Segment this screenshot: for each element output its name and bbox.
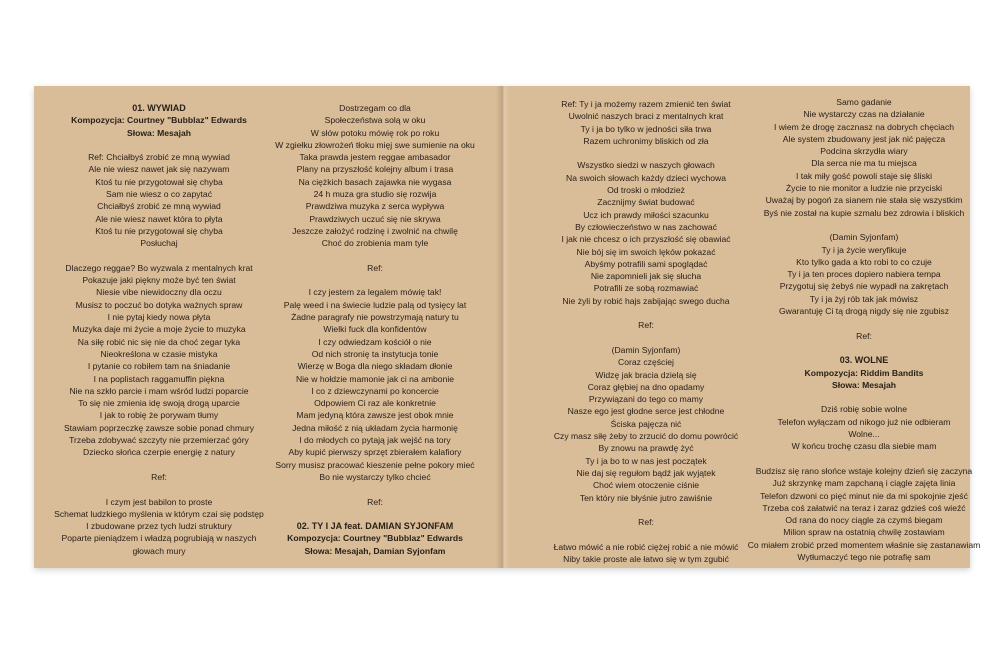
refrain-line: Ref:	[367, 262, 383, 273]
lyric-line: Niby takie proste ale łatwo się w tym zgubić	[563, 553, 729, 564]
lyric-line: Mam jedyną która zawsze jest obok mnie	[296, 410, 454, 421]
lyric-line: Jeszcze założyć rodzinę i zwolnić na chwilę	[292, 225, 458, 236]
lyric-line: Trzeba coś załatwić na teraz i zaraz gdzieś coś wieźć	[762, 502, 966, 513]
lyric-line: Prawdziwych uczuć się nie skrywa	[309, 213, 441, 224]
stanza-gap	[34, 483, 284, 495]
lyric-line: Życie to nie monitor a ludzie nie przyciski	[785, 183, 943, 194]
lyric-line: I do młodych co pytają jak wejść na tory	[299, 435, 451, 446]
stanza-gap	[734, 453, 994, 465]
lyric-line: I zbudowane przez tych ludzi struktury	[86, 521, 232, 532]
stanza-gap	[34, 139, 284, 151]
lyric-line: Ty i ja ten proces dopiero nabiera tempa	[787, 269, 941, 280]
lyric-line: Nie zapomnieli jak się słucha	[590, 271, 702, 282]
lyric-line: Razem uchronimy bliskich od zła	[583, 135, 709, 146]
lyric-line: Choć do zrobienia mam tyle	[321, 238, 429, 249]
lyric-line: Nie w hołdzie mamonie jak ci na ambonie	[295, 373, 455, 384]
lyric-line: Muzyka daje mi życie a moje życie to muzyka	[72, 324, 246, 335]
lyric-line: Wolne...	[848, 429, 880, 440]
lyric-line: I na poplistach raggamuffin piękna	[93, 373, 225, 384]
lyric-line: Kto tylko gada a kto robi to co czuje	[796, 256, 932, 267]
lyric-line: Ale nie wiesz nawet jak się nazywam	[88, 164, 230, 175]
lyric-line: Na siłę robić nic się nie da choć zegar tyka	[77, 336, 241, 347]
lyric-line: Samo gadanie	[836, 97, 892, 107]
lyric-line: głowach mury	[132, 545, 186, 556]
lyric-line: Nieokreślona w czasie mistyka	[100, 348, 218, 359]
lyric-line: Nie żyli by robić hajs zabijając swego ducha	[562, 295, 730, 306]
lyric-line: Nie bój się im swoich lęków pokazać	[576, 246, 716, 257]
lyric-line: W końcu trochę czasu dla siebie mam	[791, 441, 937, 452]
lyric-line: (Damin Syjonfam)	[829, 232, 899, 243]
lyric-line: Gwarantuję Ci tą drogą nigdy się nie zgubisz	[778, 306, 950, 317]
lyric-line: Schemat ludzkiego myślenia w którym czai się podstęp	[54, 508, 264, 519]
lyric-line: I czy jestem za legalem mówię tak!	[308, 287, 442, 298]
lyric-line: Ale system zbudowany jest jak nić pajęcza	[782, 133, 946, 144]
lyric-line: Prawdziwa muzyka z serca wypływa	[305, 201, 445, 212]
lyric-line: Sam nie wiesz o co zapytać	[105, 189, 213, 200]
lyrics-column-4	[734, 96, 994, 563]
song-title: 03. WOLNE	[839, 355, 889, 366]
lyric-line: W zgiełku złowrożeń tłoku mięj swe sumienie na oku	[275, 139, 475, 150]
song-credit: Słowa: Mesajah, Damian Syjonfam	[304, 545, 446, 556]
lyric-line: I tak miły gość powoli staje się śliski	[795, 170, 933, 181]
lyric-line: Taka prawda jestem reggae ambasador	[299, 152, 451, 163]
lyric-line: Aby kupić pierwszy sprzęt zbierałem kalafiory	[288, 447, 462, 458]
lyric-line: Podcina skrzydła wiary	[820, 146, 908, 157]
lyrics-column-2	[250, 102, 500, 557]
stanza-gap	[250, 250, 500, 262]
lyric-line: Ten który nie błyśnie jutro zawiśnie	[579, 492, 713, 503]
stanza-gap	[734, 391, 994, 403]
lyric-line: Poparte pieniądzem i władzą pogrubiają w naszych	[61, 533, 257, 544]
lyric-line: Wytłumaczyć tego nie potrafię sam	[797, 551, 931, 562]
lyric-line: Trzeba zdobywać szczyty nie przemierzać góry	[69, 435, 249, 446]
lyric-line: Na swoich słowach każdy dzieci wychowa	[565, 172, 726, 183]
stanza-gap	[250, 274, 500, 286]
refrain-line: Ref:	[856, 330, 872, 341]
lyric-line: Zacznijmy świat budować	[597, 197, 695, 208]
lyric-line: By znowu na prawdę żyć	[598, 443, 694, 454]
song-credit: Słowa: Mesajah	[832, 379, 896, 390]
lyric-line: Uważaj by pogoń za sianem nie stała się wszystkim	[765, 195, 963, 206]
lyric-line: Niesie vibe niewidoczny dla oczu	[96, 287, 222, 298]
lyric-line: Choć wiem otoczenie ciśnie	[592, 480, 700, 491]
refrain-line: Ref: Chciałbyś zrobić ze mną wywiad	[88, 152, 230, 163]
lyric-line: Wierzę w Boga dla niego składam dłonie	[297, 361, 453, 372]
lyric-line: Przygotuj się żebyś nie wypadł na zakrętach	[779, 281, 949, 292]
lyric-line: Chciałbyś zrobić ze mną wywiad	[97, 201, 221, 212]
lyric-line: I czy odwiedzam kościół o nie	[318, 336, 432, 347]
stanza-gap	[734, 219, 994, 231]
lyric-line: Dostrzegam co dla	[339, 103, 411, 113]
lyric-line: Ty i ja życie weryfikuje	[821, 244, 907, 255]
lyric-line: Ty i ja bo to w nas jest początek	[585, 455, 707, 466]
lyric-line: Stawiam poprzeczkę zawsze sobie ponad chmury	[63, 422, 255, 433]
song-credit: Słowa: Mesajah	[127, 127, 191, 138]
lyric-line: Co miałem zrobić przed momentem właśnie się zastanawiam	[747, 539, 981, 550]
lyric-line: W słów potoku mówię rok po roku	[310, 127, 440, 138]
lyric-line: Uwolnić naszych braci z mentalnych krat	[568, 111, 724, 122]
lyric-line: Czy masz siłę żeby to zrzucić do domu powrócić	[553, 431, 739, 442]
lyric-line: I co z dziewczynami po koncercie	[311, 385, 439, 396]
lyric-line: I nie pytaj kiedy nowa płyta	[107, 312, 211, 323]
lyric-line: Przywiązani do tego co mamy	[588, 394, 704, 405]
lyric-line: Telefon wyłączam od nikogo już nie odbieram	[777, 416, 951, 427]
lyric-line: Musisz to poczuć bo dotyka ważnych spraw	[75, 299, 243, 310]
lyric-line: I jak to robię że porywam tłumy	[99, 410, 219, 421]
lyric-line: Byś nie został na kupie szmalu bez zdrowia i bliskich	[763, 207, 965, 218]
lyric-line: Od rana do nocy ciągle za czymś biegam	[785, 515, 943, 526]
lyric-line: I jak nie chcesz o ich przyszłość się obawiać	[561, 234, 731, 245]
lyric-line: Sorry musisz pracować kieszenie pełne pokory mieć	[275, 459, 475, 470]
lyric-line: Żadne paragrafy nie powstrzymają natury tu	[291, 312, 459, 323]
lyric-line: Od nich stronię ta instytucja tonie	[311, 348, 439, 359]
lyric-line: I wiem że drogę zacznasz na dobrych chęciach	[773, 121, 955, 132]
lyric-line: Łatwo mówić a nie robić ciężej robić a nie mówić	[553, 541, 739, 552]
lyric-line: Nie na szkło parcie i mam wśród ludzi poparcie	[69, 385, 249, 396]
lyric-line: Plany na przyszłość kolejny album i trasa	[296, 164, 454, 175]
lyric-line: Ty i ja żyj rób tak jak mówisz	[809, 293, 919, 304]
lyric-line: Budzisz się rano słońce wstaje kolejny dzień się zaczyna	[755, 465, 973, 476]
stanza-gap	[734, 317, 994, 329]
song-credit: Kompozycja: Courtney "Bubblaz" Edwards	[71, 115, 247, 126]
lyrics-column-1	[34, 102, 284, 557]
refrain-line: Ref: Ty i ja możemy razem zmienić ten świat	[561, 99, 731, 109]
lyric-line: Na ciężkich basach zajawka nie wygasa	[298, 176, 452, 187]
refrain-line: Ref:	[151, 471, 167, 482]
lyric-line: Milion spraw na ostatnią chwilę zostawiam	[783, 527, 945, 538]
lyric-line: Wielki fuck dla konfidentów	[323, 324, 427, 335]
refrain-line: Ref:	[638, 320, 654, 331]
stanza-gap	[34, 250, 284, 262]
lyric-line: Jedna miłość z nią układam życia harmonię	[292, 422, 458, 433]
lyric-line: 24 h muza gra studio się rozwija	[313, 189, 437, 200]
refrain-line: Ref:	[638, 517, 654, 528]
lyric-line: Odpowiem Ci raz ale konkretnie	[314, 398, 436, 409]
lyric-line: Posłuchaj	[140, 238, 178, 249]
lyric-line: Ty i ja bo tylko w jedności siła trwa	[580, 123, 712, 134]
lyric-line: Abyśmy potrafili sami spoglądać	[584, 258, 708, 269]
song-credit: Kompozycja: Riddim Bandits	[804, 367, 924, 378]
lyric-line: Wszystko siedzi w naszych głowach	[577, 160, 715, 171]
song-title: 02. TY I JA feat. DAMIAN SYJONFAM	[296, 521, 454, 532]
lyric-line: Dla serca nie ma tu miejsca	[811, 158, 917, 169]
lyric-line: Ale nie wiesz nawet która to płyta	[95, 213, 223, 224]
lyric-line: (Damin Syjonfam)	[611, 344, 681, 355]
lyric-line: Ktoś tu nie przygotował się chyba	[95, 225, 223, 236]
lyric-line: Bo nie wystarczy tylko chcieć	[319, 471, 431, 482]
stanza-gap	[734, 342, 994, 354]
lyric-line: Ucz ich prawdy miłości szacunku	[583, 209, 709, 220]
lyric-line: Coraz głębiej na dno opadamy	[587, 381, 705, 392]
lyric-line: Dziecko słońca czerpie energię z natury	[83, 447, 235, 458]
lyric-line: Społeczeństwa solą w oku	[324, 115, 426, 126]
lyric-line: To się nie zmienia idę swoją drogą uparcie	[78, 398, 240, 409]
lyric-line: Widzę jak bracia dzielą się	[595, 369, 697, 380]
lyric-line: Pokazuje jaki piękny może być ten świat	[82, 275, 236, 286]
stanza-gap	[250, 508, 500, 520]
lyric-line: Już skrzynkę mam zapchaną i ciągle zajęta linia	[772, 478, 956, 489]
lyric-line: Ściska pajęcza nić	[610, 418, 682, 429]
lyric-line: Nasze ego jest głodne serce jest chłodne	[567, 406, 725, 417]
stanza-gap	[250, 483, 500, 495]
lyric-line: I czym jest babilon to proste	[105, 496, 213, 507]
lyric-line: Ktoś tu nie przygotował się chyba	[95, 176, 223, 187]
stanza-gap	[34, 459, 284, 471]
lyric-line: Nie daj się regułom bądź jak wyjątek	[576, 467, 716, 478]
lyric-line: Coraz częściej	[618, 357, 674, 368]
lyric-line: Dlaczego reggae? Bo wyzwala z mentalnych krat	[65, 262, 253, 273]
lyric-line: Palę weed i na świecie ludzie palą od tysięcy lat	[283, 299, 467, 310]
lyric-line: Telefon dzwoni co pięć minut nie da mi spokojnie zjeść	[760, 490, 968, 501]
song-credit: Kompozycja: Courtney "Bubblaz" Edwards	[287, 533, 463, 544]
lyric-line: By człowieczeństwo w nas zachować	[575, 221, 717, 232]
lyric-line: Potrafili ze sobą rozmawiać	[593, 283, 699, 294]
lyric-line: Od troski o młodzież	[607, 185, 685, 196]
refrain-line: Ref:	[367, 496, 383, 507]
lyric-line: Nie wystarczy czas na działanie	[803, 109, 925, 120]
cd-booklet	[34, 86, 981, 568]
lyric-line: Dziś robię sobie wolne	[821, 404, 907, 415]
lyric-line: I pytanie co robiłem tam na śniadanie	[87, 361, 231, 372]
song-title: 01. WYWIAD	[132, 103, 186, 113]
